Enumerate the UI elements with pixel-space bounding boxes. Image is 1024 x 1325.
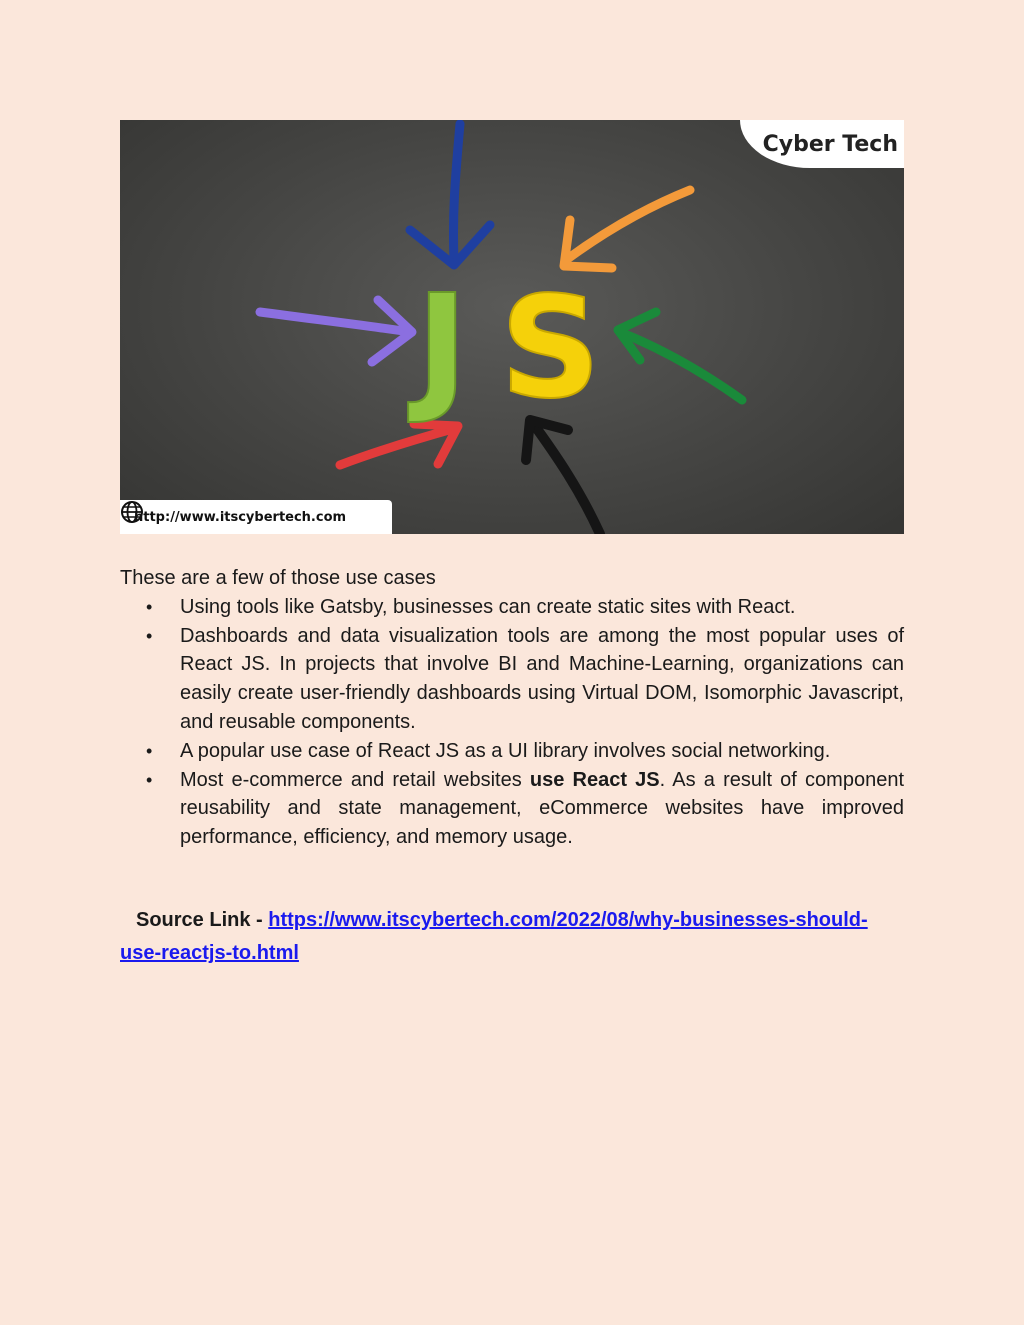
source-label: Source Link - — [136, 909, 269, 931]
list-item: • A popular use case of React JS as a UI library involves social networking. — [180, 737, 904, 766]
use-cases-list — [120, 593, 904, 852]
list-item: • Dashboards and data visualization tools are among the most popular uses of React JS. In projects that involve BI and Machine-Learning, organizations can easily create user-friendly dashboards using Virtual DOM, Isomorphic Javascript, and reusable components. — [180, 622, 904, 737]
purple-arrow — [260, 300, 412, 362]
globe-icon — [120, 500, 144, 524]
source-link[interactable]: https://www.itscybertech.com/2022/08/why-businesses-should-use-reactjs-to.html — [120, 909, 868, 964]
source-line — [120, 904, 904, 970]
website-url: http://www.itscybertech.com — [134, 509, 347, 525]
hero-image — [120, 120, 904, 534]
list-item — [180, 766, 904, 852]
blue-arrow — [410, 124, 490, 265]
green-arrow — [618, 312, 742, 400]
red-arrow — [340, 424, 458, 465]
brand-badge: Cyber Tech — [740, 120, 904, 168]
list-item: • Using tools like Gatsby, businesses can create static sites with React. — [180, 593, 904, 622]
use-react-js-emphasis: use React JS — [529, 768, 660, 791]
orange-arrow — [564, 190, 690, 268]
list-item-text: . As a result of component reusability and state management, eCommerce websites have improved performance, efficiency, and memory usage. — [180, 768, 904, 849]
black-arrow — [526, 420, 600, 534]
js-arrows-illustration — [120, 120, 904, 534]
letter-s: S — [500, 267, 601, 430]
list-item-text: Most e-commerce and retail websites — [180, 768, 530, 791]
intro-text: These are a few of those use cases — [120, 567, 436, 589]
article-body — [120, 564, 904, 852]
letter-j: J — [416, 265, 469, 428]
website-url-strip — [120, 500, 392, 534]
